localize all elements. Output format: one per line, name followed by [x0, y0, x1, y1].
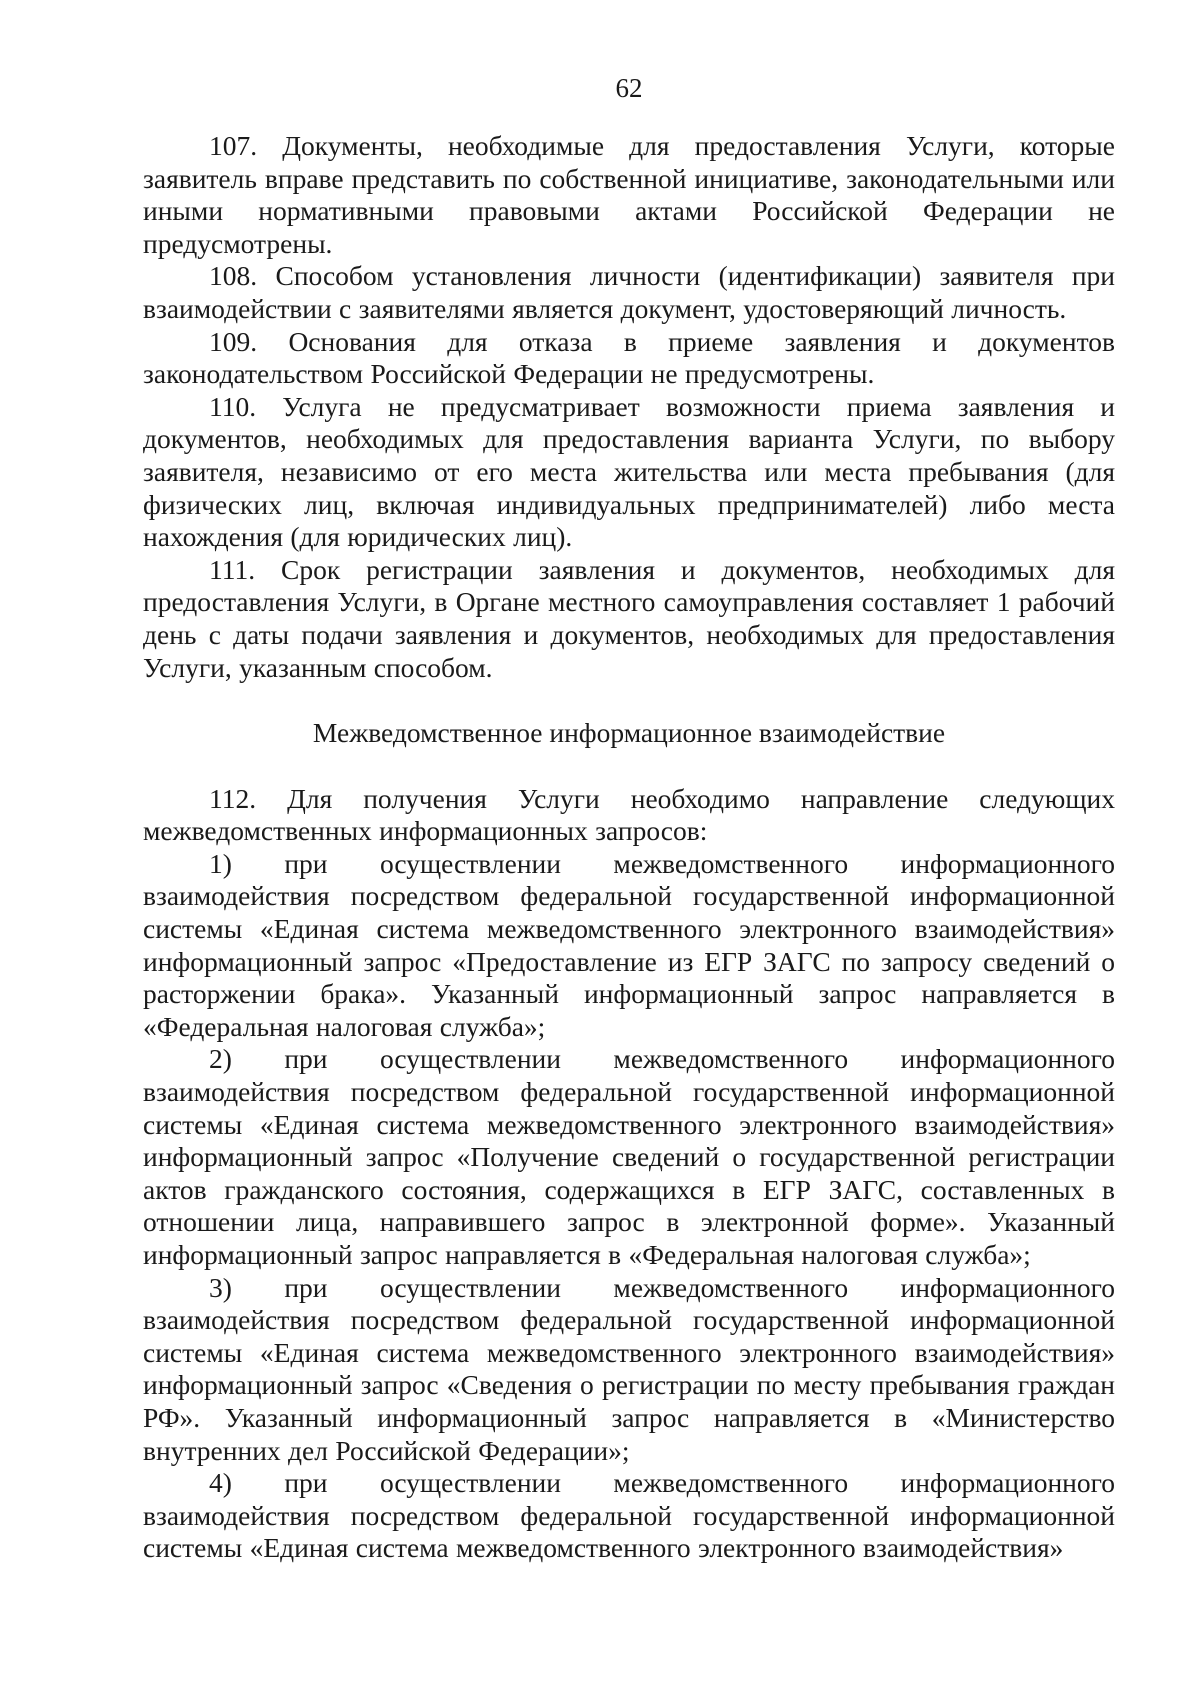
page-number: 62 [615, 73, 643, 103]
paragraph-group-top [143, 130, 1115, 684]
list-item-3: 3) при осуществлении межведомственного информационного взаимодействия посредством федеральной государственной информационной системы «Единая система межведомственного электронного взаимодействия» информационный запрос «Сведения о регистрации по месту пребывания граждан РФ». Указанный информационный запрос направляется в «Министерство внутренних дел Российской Федерации»; [143, 1271, 1115, 1466]
paragraph-109: 109. Основания для отказа в приеме заявления и документов законодательством Российской Федерации не предусмотрены. [143, 325, 1115, 390]
list-item-2: 2) при осуществлении межведомственного информационного взаимодействия посредством федеральной государственной информационной системы «Единая система межведомственного электронного взаимодействия» информационный запрос «Получение сведений о государственной регистрации актов гражданского состояния, содержащихся в ЕГР ЗАГС, составленных в отношении лица, направившего запрос в электронной форме». Указанный информационный запрос направляется в «Федеральная налоговая служба»; [143, 1043, 1115, 1270]
section-heading: Межведомственное информационное взаимодействие [312, 717, 946, 749]
paragraph-111: 111. Срок регистрации заявления и документов, необходимых для предоставления Услуги, в Органе местного самоуправления составляет 1 рабочий день с даты подачи заявления и документов, необходимых для предоставления Услуги, указанным способом. [143, 553, 1115, 683]
paragraph-107: 107. Документы, необходимые для предоставления Услуги, которые заявитель вправе представить по собственной инициативе, законодательными или иными нормативными правовыми актами Российской Федерации не предусмотрены. [143, 130, 1115, 259]
paragraph-110: 110. Услуга не предусматривает возможности приема заявления и документов, необходимых для предоставления варианта Услуги, по выбору заявителя, независимо от его места жительства или места пребывания (для физических лиц, включая индивидуальных предпринимателей) либо места нахождения (для юридических лиц). [143, 390, 1115, 553]
paragraph-112: 112. Для получения Услуги необходимо направление следующих межведомственных информационных запросов: [143, 782, 1115, 847]
paragraph-108: 108. Способом установления личности (идентификации) заявителя при взаимодействии с заявителями является документ, удостоверяющий личность. [143, 260, 1115, 324]
paragraph-group-bottom [143, 783, 1115, 1565]
list-item-1: 1) при осуществлении межведомственного информационного взаимодействия посредством федеральной государственной информационной системы «Единая система межведомственного электронного взаимодействия» информационный запрос «Предоставление из ЕГР ЗАГС по запросу сведений о расторжении брака». Указанный информационный запрос направляется в «Федеральная налоговая служба»; [143, 847, 1115, 1042]
list-item-4: 4) при осуществлении межведомственного информационного взаимодействия посредством федеральной государственной информационной системы «Единая система межведомственного электронного взаимодействия» [143, 1467, 1115, 1564]
document-page [143, 70, 1115, 1565]
